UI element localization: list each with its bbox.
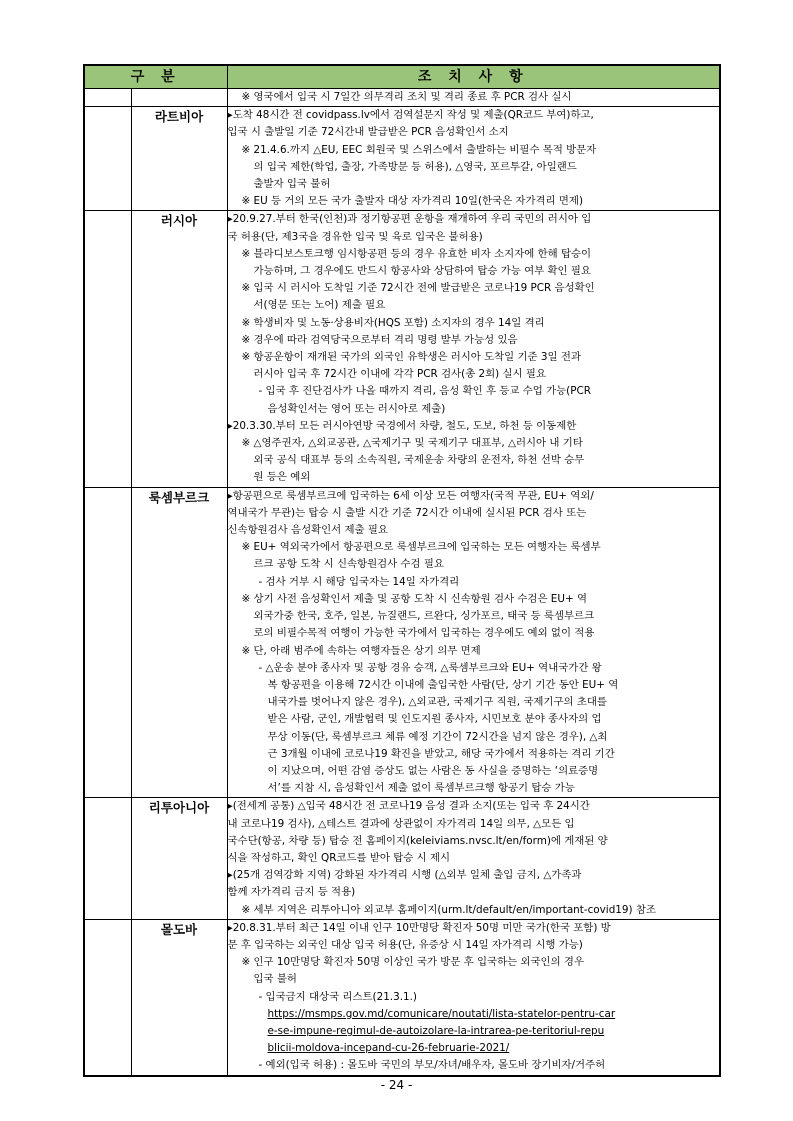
region-cell (84, 89, 131, 107)
measure-line: 서’를 지참 시, 음성확인서 제출 없이 룩셈부르크행 항공기 탑승 가능 (267, 782, 575, 795)
measure-line: ※ 블라디보스토크행 임시항공편 등의 경우 유효한 비자 소지자에 한해 탑승이 (241, 247, 592, 260)
country-cell-previous (131, 89, 227, 107)
measure-line: 음성확인서는 영어 또는 러시아로 제출) (267, 402, 446, 415)
measure-line: ※ 인구 10만명당 확진자 50명 이상인 국가 방문 후 입국하는 외국인의 경우 (241, 956, 584, 969)
measures-table (83, 64, 721, 1077)
measure-line: 무상 이동(단, 룩셈부르크 체류 예정 기간이 72시간을 넘지 않은 경우), △최 (267, 730, 608, 743)
country-name: 룩셈부르크 (131, 487, 227, 798)
measure-line: ※ EU 등 거의 모든 국가 출발자 대상 자가격리 10일(한국은 자가격리 면제) (241, 195, 584, 208)
measure-line: ▸20.3.30.부터 모든 러시아연방 국경에서 차량, 철도, 도보, 하천 등 이동제한 (227, 419, 577, 432)
measure-line: 르크 공항 도착 시 신속항원검사 수검 필요 (253, 558, 444, 571)
measures-cell (227, 919, 720, 1075)
measure-line: 외국가중 한국, 호주, 일본, 뉴질랜드, 르완다, 싱가포르, 태국 등 룩셈부르크 (253, 610, 595, 623)
measure-line: - 검사 거부 시 해당 입국자는 14일 자가격리 (258, 575, 460, 588)
measure-line: 근 3개월 이내에 코로나19 확진을 받았고, 해당 국가에서 적용하는 격리 기간 (267, 747, 615, 760)
measure-line: ※ EU+ 역외국가에서 항공편으로 룩셈부르크에 입국하는 모든 여행자는 룩셈부 (241, 541, 601, 554)
header-measures: 조 치 사 항 (227, 65, 720, 89)
measure-line: ※ 상기 사전 음성확인서 제출 및 공항 도착 시 신속항원 검사 수검은 EU+ 역 (241, 592, 588, 605)
measure-line: 입국 시 출발일 기준 72시간내 발급받은 PCR 음성확인서 소지 (227, 126, 509, 139)
header-category: 구 분 (84, 65, 227, 89)
region-cell (84, 211, 131, 487)
measure-line: - 입국 후 진단검사가 나올 때까지 격리, 음성 확인 후 등교 수업 가능(PCR (258, 385, 591, 398)
measure-line: 러시아 입국 후 72시간 이내에 각각 PCR 검사(총 2회) 실시 필요 (253, 368, 546, 381)
measure-line: 입국 불허 (253, 973, 297, 986)
measure-line: - 입국금지 대상국 리스트(21.3.1.) (258, 990, 417, 1003)
table-row (84, 107, 720, 211)
measure-line: 신속항원검사 음성확인서 제출 필요 (227, 524, 388, 537)
measure-line: ※ 학생비자 및 노동·상용비자(HQS 포함) 소지자의 경우 14일 격리 (241, 316, 545, 329)
measure-line: ▸(전세계 공통) △입국 48시간 전 코로나19 음성 결과 소지(또는 입국 후 24시간 (227, 800, 590, 813)
region-cell (84, 107, 131, 211)
measure-line: ▸20.8.31.부터 최근 14일 이내 인구 10만명당 확진자 50명 미만 국가(한국 포함) 방 (227, 921, 611, 934)
measure-line: - 예외(입국 허용) : 몰도바 국민의 부모/자녀/배우자, 몰도바 장기비자/거주허 (258, 1059, 606, 1072)
measures-cell (227, 107, 720, 211)
country-name: 리투아니아 (131, 798, 227, 919)
measure-line: ▸(25개 검역강화 지역) 강화된 자가격리 시행 (△외부 일체 출입 금지, △가족과 (227, 869, 582, 882)
measure-line: ※ 21.4.6.까지 △EU, EEC 회원국 및 스위스에서 출발하는 비필수 목적 방문자 (241, 143, 597, 156)
measure-line: ※ 항공운항이 재개된 국가의 외국인 유학생은 러시아 도착일 기준 3일 전과 (241, 351, 581, 364)
table-row (84, 798, 720, 919)
measure-line: ▸항공편으로 룩셈부르크에 입국하는 6세 이상 모든 여행자(국적 무관, EU+ 역외/ (227, 489, 594, 502)
measure-line: 함께 자가격리 금지 등 적용) (227, 886, 356, 899)
measure-line: ※ 단, 아래 범주에 속하는 여행자들은 상기 의무 면제 (241, 644, 481, 657)
url-line: e-se-impune-regimul-de-autoizolare-la-intrarea-pe-teritoriul-repu (267, 1024, 605, 1037)
measure-line: 원 등은 예외 (253, 471, 311, 484)
table-row (84, 487, 720, 798)
measure-line: 외국 공식 대표부 등의 소속직원, 국제운송 차량의 운전자, 하천 선박 승무 (253, 454, 585, 467)
measure-line: ▸도착 48시간 전 covidpass.lv에서 검역설문지 작성 및 제출(QR코드 부여)하고, (227, 109, 594, 122)
url-line: https://msmps.gov.md/comunicare/noutati/lista-statelor-pentru-car (267, 1007, 616, 1020)
measures-cell (227, 89, 720, 107)
measure-line: 역내국가 무관)는 탑승 시 출발 시간 기준 72시간 이내에 실시된 PCR 검사 또는 (227, 506, 587, 519)
measure-line: - △운송 분야 종사자 및 공항 경유 승객, △룩셈부르크와 EU+ 역내국가간 왕 (258, 661, 602, 674)
measure-line: ▸20.9.27.부터 한국(인천)과 정기항공편 운항을 재개하여 우리 국민의 러시아 입 (227, 213, 592, 226)
measure-line: 받은 사람, 군인, 개발협력 및 인도지원 종사자, 시민보호 분야 종사자의 업 (267, 713, 602, 726)
measure-line: 출발자 입국 불허 (253, 178, 331, 191)
measure-line: 가능하며, 그 경우에도 반드시 항공사와 상담하여 탑승 가능 여부 확인 필요 (253, 265, 591, 278)
region-cell (84, 919, 131, 1075)
country-name: 러시아 (131, 211, 227, 487)
region-cell (84, 798, 131, 919)
measure-line: ※ 영국에서 입국 시 7일간 의무격리 조치 및 격리 종료 후 PCR 검사 실시 (241, 91, 572, 103)
measure-line: 로의 비필수목적 여행이 가능한 국가에서 입국하는 경우에도 예외 없이 적용 (253, 627, 595, 640)
measure-line: 국 허용(단, 제3국을 경유한 입국 및 육로 입국은 불허용) (227, 230, 483, 243)
page-number: - 24 - (380, 1078, 413, 1092)
measure-line: 서(영문 또는 노어) 제출 필요 (253, 299, 386, 312)
table-header-row (84, 65, 720, 89)
measure-line: 복 항공편을 이용해 72시간 이내에 출입국한 사람(단, 상기 기간 동안 EU+ 역 (267, 678, 619, 691)
measure-line: 이 지났으며, 어떤 감염 증상도 없는 사람은 동 사실을 증명하는 ‘의료증명 (267, 764, 599, 777)
country-name: 라트비아 (131, 107, 227, 211)
url-line: blicii-moldova-incepand-cu-26-februarie-2021/ (267, 1042, 510, 1055)
region-cell (84, 487, 131, 798)
measure-line: ※ 입국 시 러시아 도착일 기준 72시간 전에 발급받은 코로나19 PCR 음성확인 (241, 282, 595, 295)
measures-cell (227, 487, 720, 798)
measure-line: 의 입국 제한(학업, 출장, 가족방문 등 허용), △영국, 포르투갈, 아일랜드 (253, 160, 577, 173)
measure-line: 내국가를 벗어나지 않은 경우), △외교관, 국제기구 직원, 국제기구의 초대를 (267, 696, 607, 709)
measure-line: 문 후 입국하는 외국인 대상 입국 허용(단, 유증상 시 14일 자가격리 시행 가능) (227, 938, 583, 951)
table-row (84, 89, 720, 107)
measure-line: 식을 작성하고, 확인 QR코드를 받아 탑승 시 제시 (227, 851, 450, 864)
measures-cell (227, 798, 720, 919)
measure-line: 내 코로나19 검사), △테스트 결과에 상관없이 자가격리 14일 의무, △모든 입 (227, 817, 575, 830)
measures-cell (227, 211, 720, 487)
measure-line: ※ △영주권자, △외교공관, △국제기구 및 국제기구 대표부, △러시아 내 기타 (241, 437, 583, 450)
table-row (84, 919, 720, 1075)
country-name: 몰도바 (131, 919, 227, 1075)
measure-line: 국수단(항공, 차량 등) 탑승 전 홈페이지(keleiviams.nvsc.lt/en/form)에 게재된 양 (227, 834, 608, 847)
table-row (84, 211, 720, 487)
measure-line: ※ 경우에 따라 검역당국으로부터 격리 명령 발부 가능성 있음 (241, 333, 518, 346)
measure-line: ※ 세부 지역은 리투아니아 외교부 홈페이지(urm.lt/default/en/important-covid19) 참조 (241, 903, 656, 916)
